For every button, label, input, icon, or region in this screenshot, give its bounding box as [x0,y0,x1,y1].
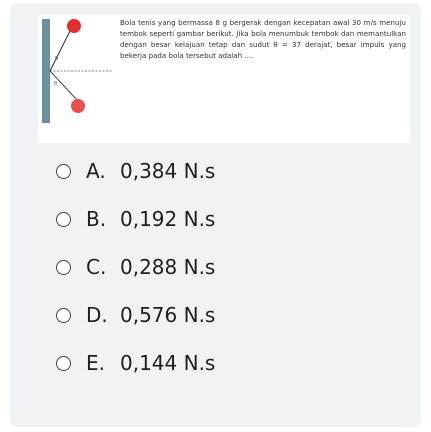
angle-label-bottom: θ [54,81,58,87]
ball-incoming [67,19,81,33]
option-value: 0,576 N.s [120,303,216,327]
option-value: 0,384 N.s [120,159,216,183]
option-a[interactable] [0,153,300,189]
incident-path [50,27,72,71]
option-value: 0,192 N.s [120,207,216,231]
radio-e[interactable] [56,356,71,371]
ball-reflected [71,99,85,113]
option-value: 0,144 N.s [120,351,216,375]
option-letter: C. [86,255,107,279]
radio-d[interactable] [56,308,71,323]
option-letter: A. [86,159,106,183]
radio-b[interactable] [56,212,71,227]
option-b[interactable] [0,201,300,237]
option-value: 0,288 N.s [120,255,216,279]
question-card [10,3,421,427]
radio-a[interactable] [56,164,71,179]
question-figure [38,15,114,127]
option-d[interactable] [0,297,300,333]
wall [42,19,50,123]
question-text: Bola tenis yang bermassa 8 g bergerak dengan kecepatan awal 30 m/s menuju tembok seperti gambar berikut. Jika bola menumbuk tembok dan memantulkan dengan besar kelajuan tetap dan sudut θ = 37 derajat, besar impuls yang bekerja pada bola tersebut adalah .... [120,18,406,60]
angle-label-top: θ [55,56,59,62]
option-letter: B. [86,207,107,231]
option-letter: E. [86,351,105,375]
question-panel [38,15,410,143]
option-e[interactable] [0,345,300,381]
option-c[interactable] [0,249,300,285]
radio-c[interactable] [56,260,71,275]
option-letter: D. [86,303,108,327]
